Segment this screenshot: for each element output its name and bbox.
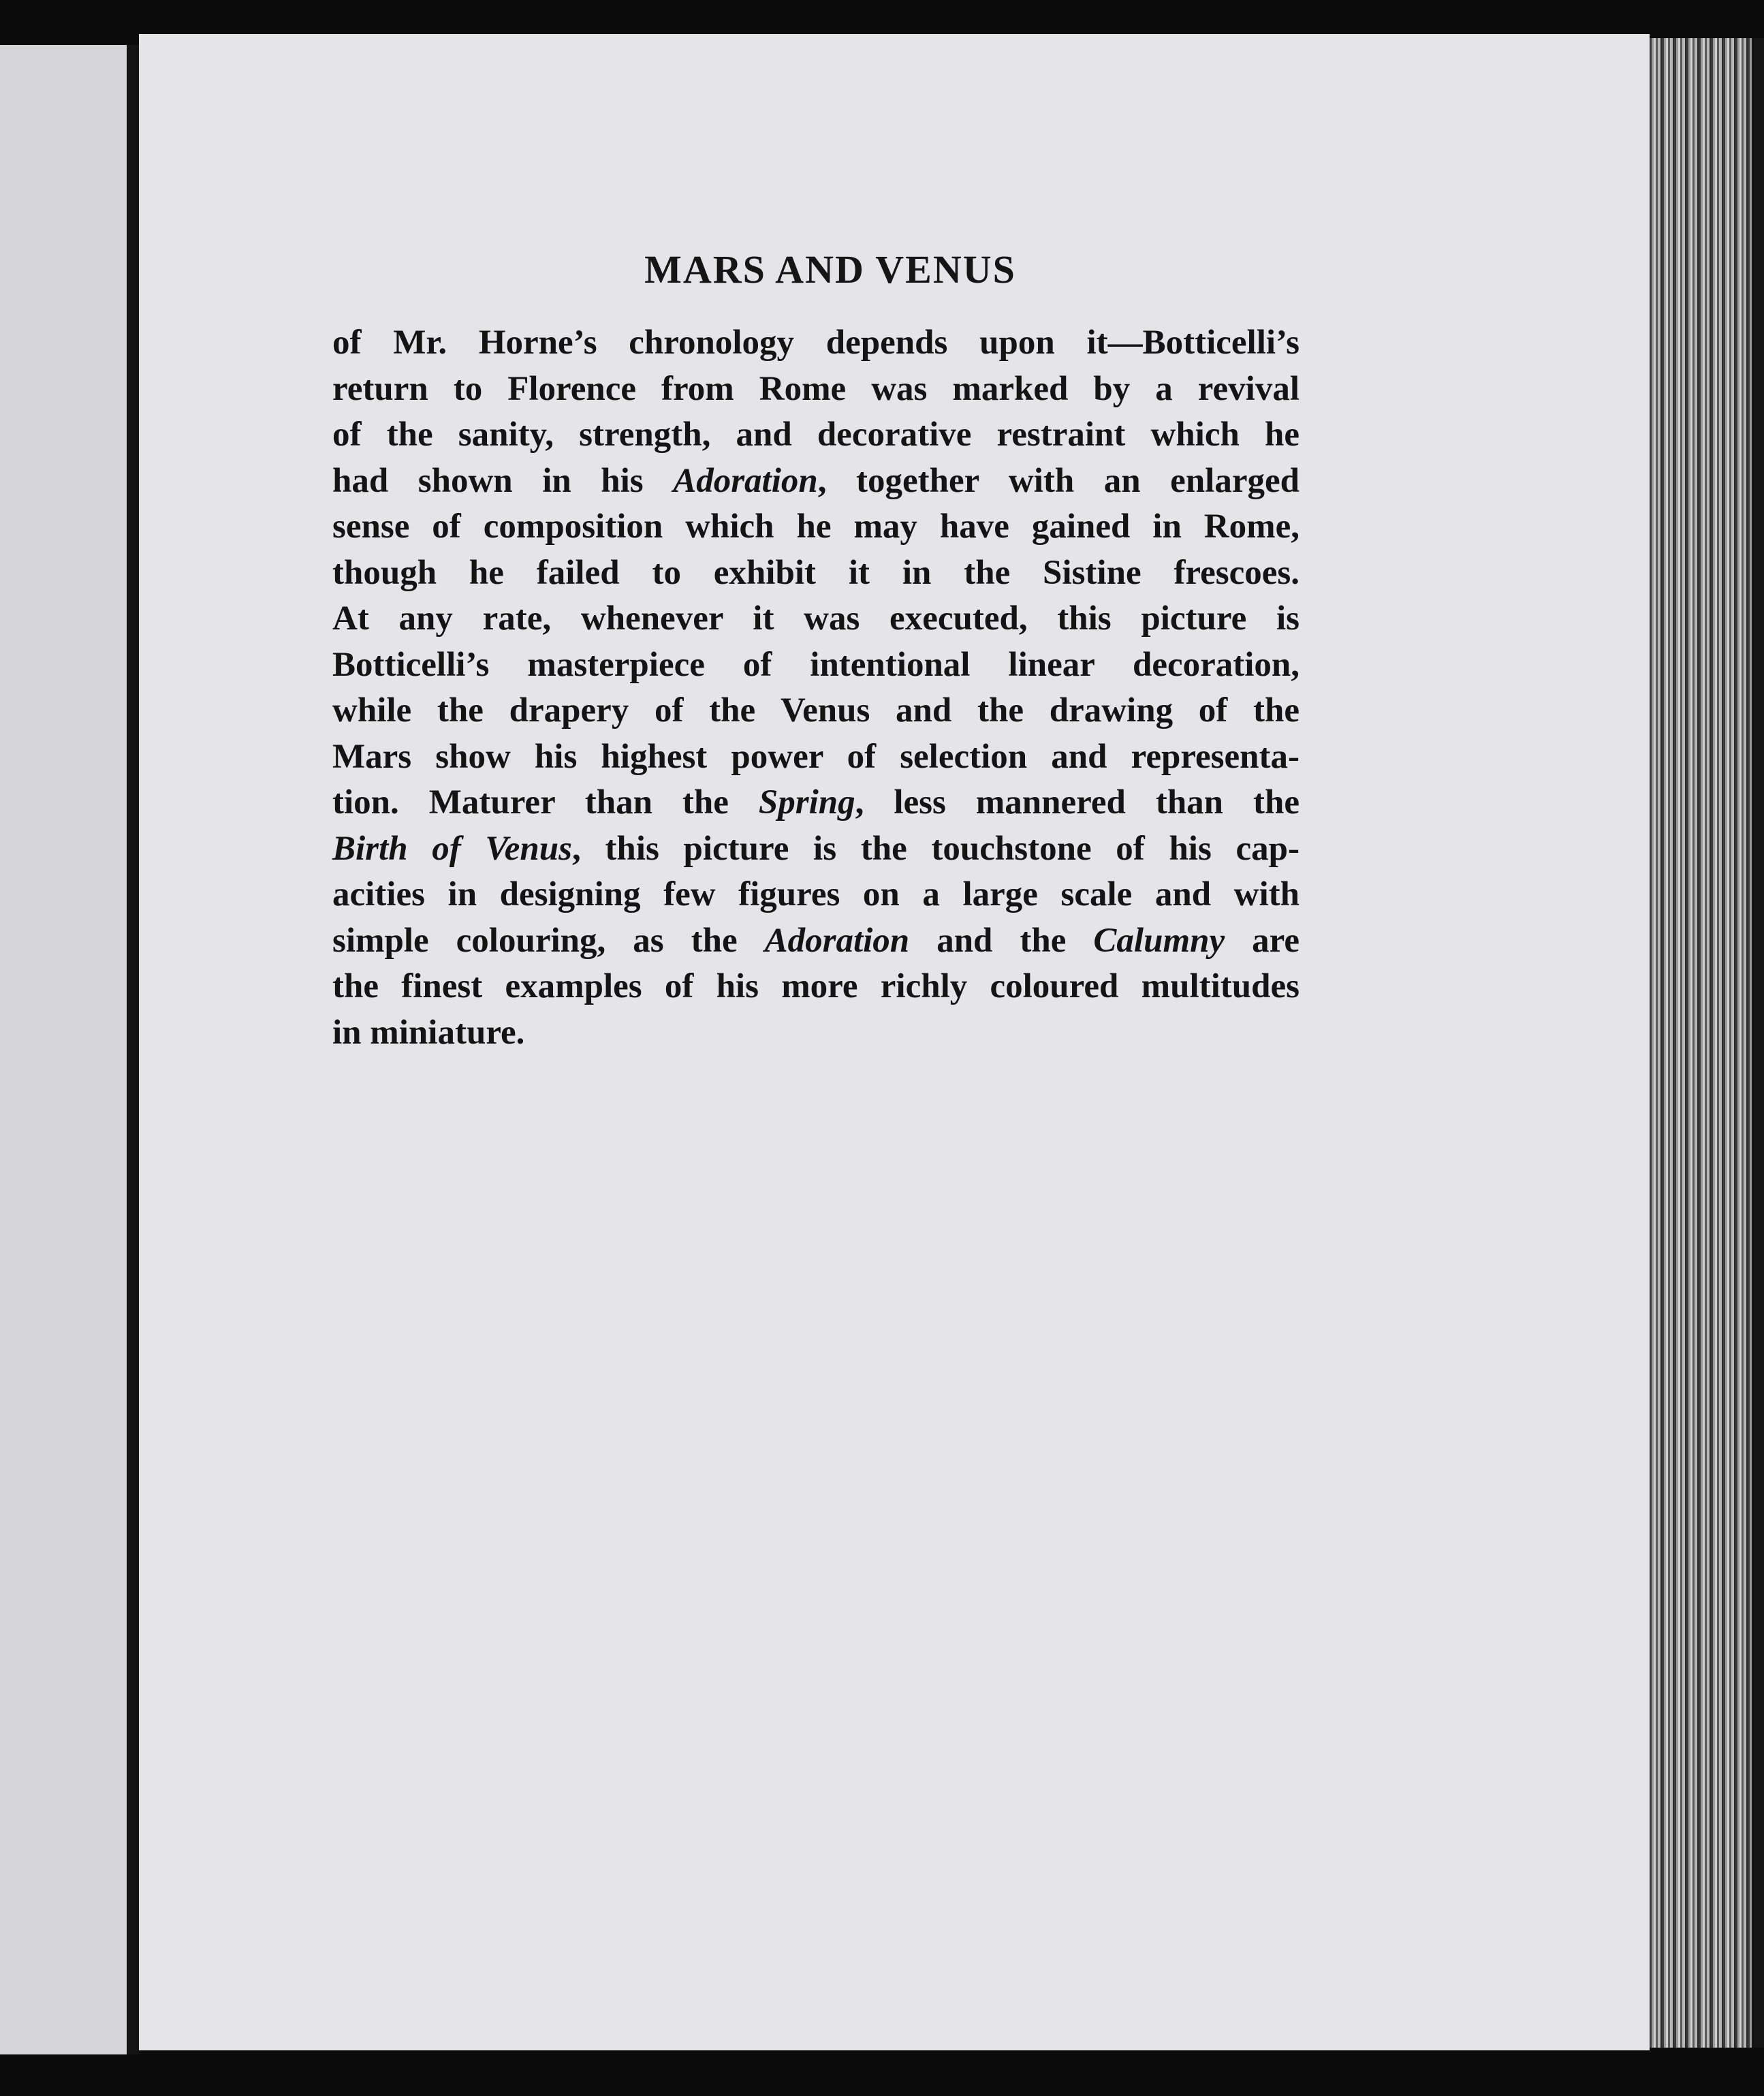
italic-title: Adoration	[764, 921, 910, 960]
facing-page-edge	[0, 45, 127, 2054]
text-line	[332, 550, 1300, 597]
text-line	[332, 1010, 1300, 1057]
text-run: of Mr. Horne’s chronology depends upon it—Botticelli’s	[332, 324, 1300, 362]
text-run: , less mannered than the	[855, 783, 1300, 822]
text-run: acities in designing few figures on a large scale and with	[332, 875, 1300, 913]
text-line	[332, 412, 1300, 458]
italic-title: Spring	[758, 783, 855, 822]
body-paragraph	[332, 320, 1300, 1056]
text-line	[332, 320, 1300, 366]
text-line	[332, 504, 1300, 550]
text-run: of the sanity, strength, and decorative restraint which he	[332, 416, 1300, 454]
text-run: in miniature.	[332, 1013, 525, 1052]
text-run: At any rate, whenever it was executed, this picture is	[332, 599, 1300, 638]
text-run: though he failed to exhibit it in the Sistine frescoes.	[332, 553, 1300, 592]
text-run: simple colouring, as the	[332, 921, 765, 960]
text-run: , together with an enlarged	[817, 461, 1300, 500]
text-line	[332, 366, 1300, 413]
text-run: sense of composition which he may have gained in Rome,	[332, 507, 1300, 546]
text-run: while the drapery of the Venus and the drawing of the	[332, 691, 1300, 730]
text-line	[332, 688, 1300, 734]
text-run: , this picture is the touchstone of his cap-	[572, 829, 1300, 868]
text-line	[332, 918, 1300, 965]
text-line	[332, 458, 1300, 505]
text-run: return to Florence from Rome was marked by a revival	[332, 369, 1300, 408]
text-line	[332, 780, 1300, 826]
text-run: Mars show his highest power of selection and representa-	[332, 737, 1300, 776]
italic-title: Birth of Venus	[332, 829, 572, 868]
italic-title: Calumny	[1093, 921, 1225, 960]
running-head: MARS AND VENUS	[644, 247, 1016, 292]
text-line	[332, 872, 1300, 918]
text-line	[332, 642, 1300, 689]
italic-title: Adoration	[673, 461, 818, 500]
text-line	[332, 596, 1300, 642]
text-line	[332, 826, 1300, 873]
text-line	[332, 734, 1300, 781]
text-run: tion. Maturer than the	[332, 783, 759, 822]
text-run: are	[1225, 921, 1300, 960]
edge-shadow	[1752, 38, 1764, 2048]
text-run: and the	[909, 921, 1094, 960]
text-run: Botticelli’s masterpiece of intentional linear decoration,	[332, 645, 1300, 684]
text-run: the finest examples of his more richly coloured multitudes	[332, 967, 1300, 1005]
text-line	[332, 964, 1300, 1010]
page-stack-edges	[1650, 38, 1752, 2048]
text-run: had shown in his	[332, 461, 674, 500]
book-gutter	[127, 45, 139, 2054]
